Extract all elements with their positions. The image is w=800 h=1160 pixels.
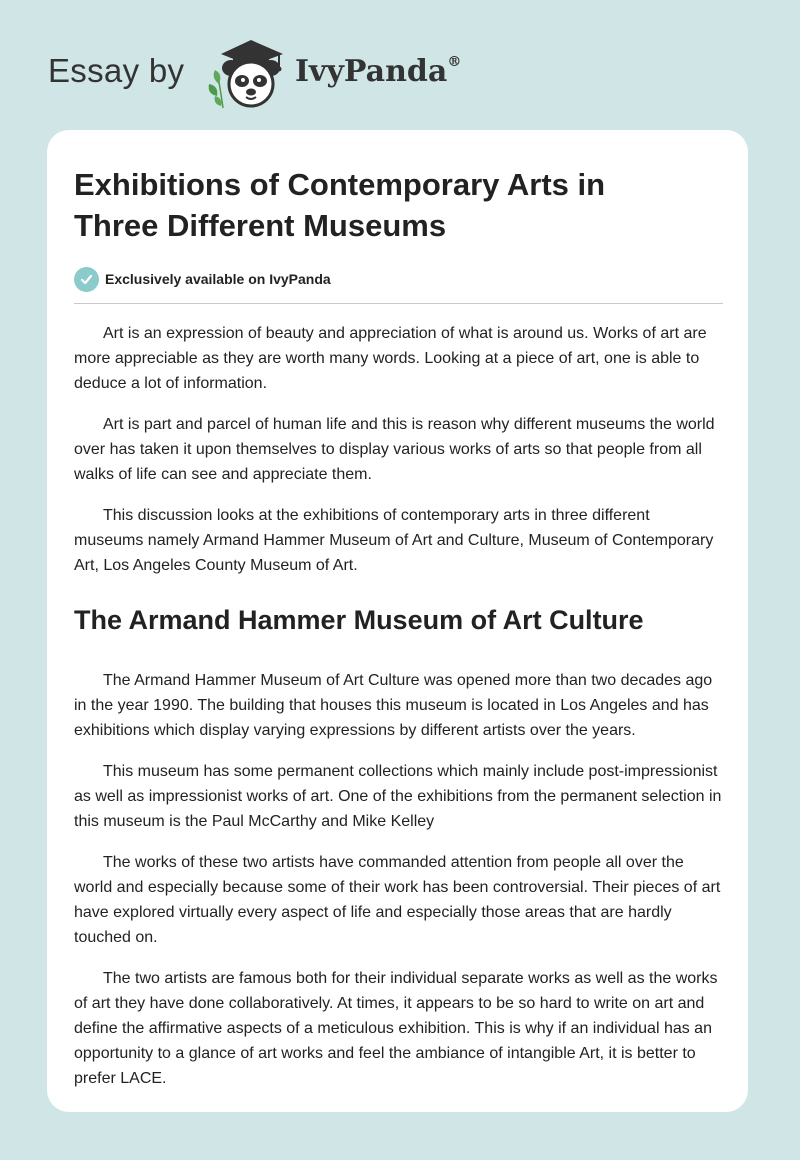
intro-paragraph-3: This discussion looks at the exhibitions of contemporary arts in three different museums namely Armand Hammer Museum of Art and Culture, Museum of Contemporary Art, Los Angeles County Museum of Art. (74, 507, 714, 574)
section-paragraph-3: The works of these two artists have commanded attention from people all over the world and especially because some of their work has been controversial. Their pieces of art have explored virtually every aspect of life and especially those areas that are hardly touched on. (74, 854, 721, 946)
exclusive-label: Exclusively available on IvyPanda (105, 271, 331, 287)
title-line-2: Three Different Museums (74, 208, 447, 243)
intro-paragraph-2: Art is part and parcel of human life and this is reason why different museums the world over has taken it upon themselves to display various works of arts so that people from all walks of life can see and appreciate them. (74, 416, 715, 483)
section-paragraph-2: This museum has some permanent collections which mainly include post-impressionist as well as impressionist works of art. One of the exhibitions from the permanent selection in this museum is the Paul McCarthy and Mike Kelley (74, 763, 722, 830)
check-circle-icon (74, 267, 99, 292)
essay-by-label: Essay by (48, 52, 185, 89)
intro-paragraph-1: Art is an expression of beauty and appreciation of what is around us. Works of art are more appreciable as they are worth many words. Looking at a piece of art, one is able to deduce a lot of information. (74, 325, 707, 392)
section-paragraph-4: The two artists are famous both for their individual separate works as well as the works of art they have done collaboratively. At times, it appears to be so hard to write on art and define the affirmative aspects of a meticulous exhibition. This is why if an individual has an opportunity to a glance of art works and feel the ambiance of intangible Art, it is better to prefer LACE. (74, 970, 718, 1087)
brand-name[interactable]: IvyPanda® (295, 54, 462, 89)
exclusive-badge (74, 266, 723, 292)
essay-card (47, 130, 748, 1112)
title-line-1: Exhibitions of Contemporary Arts in (74, 167, 606, 202)
essay-content (74, 164, 723, 1091)
site-header (48, 34, 748, 114)
section-paragraph-1: The Armand Hammer Museum of Art Culture was opened more than two decades ago in the year 1990. The building that houses this museum is located in Los Angeles and has exhibitions which display varying expressions by different artists over the years. (74, 672, 713, 739)
ivypanda-logo-icon[interactable] (203, 34, 295, 110)
registered-mark: ® (447, 54, 462, 70)
divider (74, 303, 723, 304)
page-title (74, 164, 723, 246)
section-heading: The Armand Hammer Museum of Art Culture (74, 605, 644, 635)
